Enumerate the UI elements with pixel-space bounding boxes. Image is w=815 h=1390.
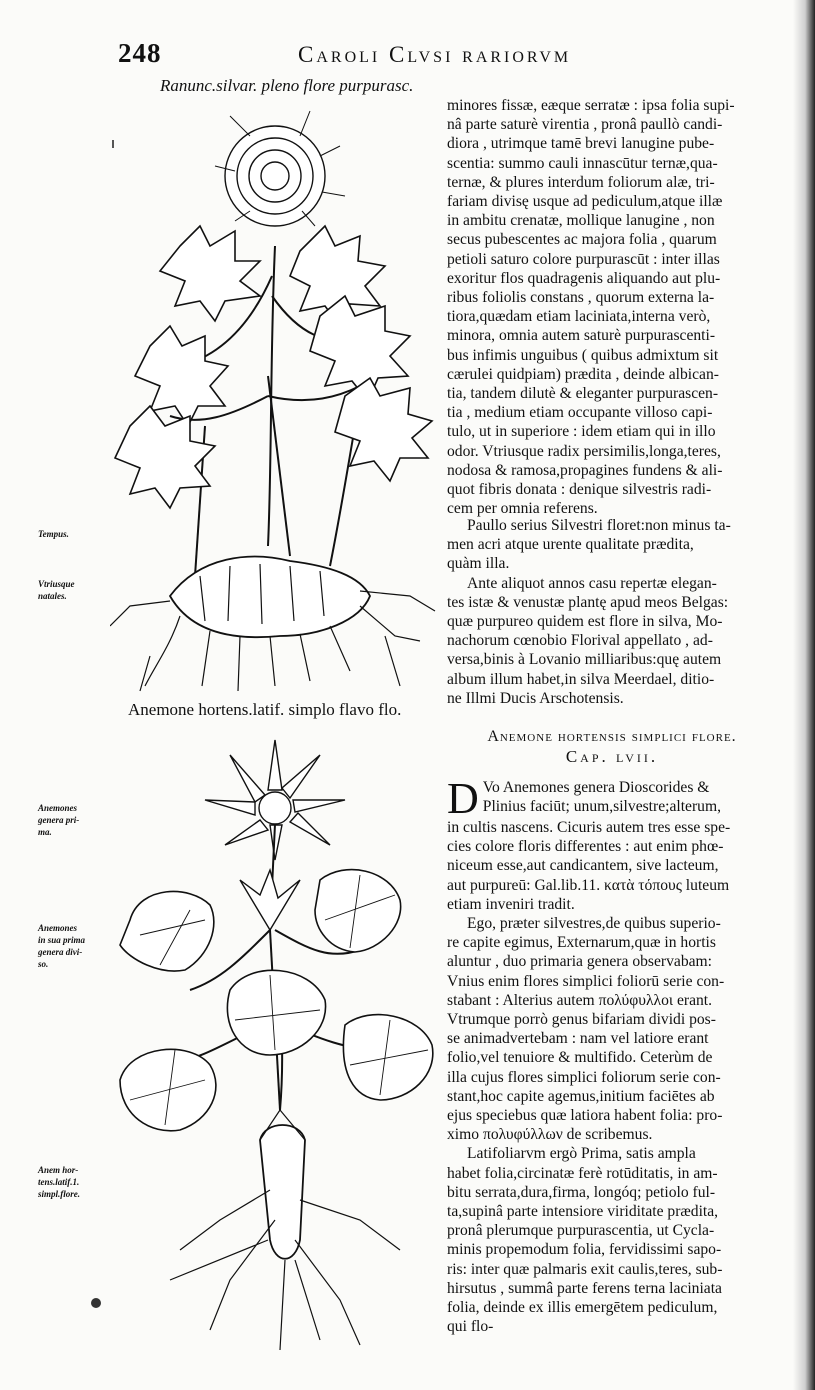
running-head: Caroli Clvsi rariorvm — [298, 42, 572, 67]
text-line: odor. Vtriusque radix persimilis,longa,teres, — [447, 442, 721, 460]
text-line: stabant : Alterius autem πολύφυλλοι erant. — [447, 991, 713, 1009]
margin-note-line: in sua prima — [38, 935, 86, 945]
text-line: illa cujus flores simplici foliorum serie con- — [447, 1068, 721, 1086]
text-line: aluntur , duo primaria genera observabam: — [447, 953, 712, 971]
text-column-paragraphs — [447, 516, 777, 708]
text-line: men acri atque urente qualitate prædita, — [447, 536, 694, 554]
text-line: qui flo- — [447, 1318, 494, 1336]
text-line: quàm illa. — [447, 555, 510, 573]
margin-note-anemones-genera — [38, 802, 108, 838]
page-number: 248 — [118, 38, 162, 68]
margin-note-line: tens.latif.1. — [38, 1177, 80, 1187]
text-line: etiam inveniri tradit. — [447, 895, 575, 913]
text-line: ejus speciebus quæ latiora habent folia: pro- — [447, 1107, 723, 1125]
margin-note-line: simpl.flore. — [38, 1189, 80, 1199]
text-line: minora, omnia autem saturè purpurascenti- — [447, 327, 716, 345]
text-line: cærulei quidpiam) prædita , deinde albican- — [447, 365, 719, 383]
text-line: scentia: summo cauli innascūtur ternæ,qua- — [447, 154, 718, 172]
text-line: ribus foliolis constans , quorum externa la- — [447, 289, 715, 307]
text-line: stant,hoc capite agemus,initium faciētes ab — [447, 1087, 715, 1105]
text-line: tia , medium etiam occupante villoso capi- — [447, 404, 713, 422]
text-line: Paullo serius Silvestri floret:non minus ta- — [467, 517, 731, 534]
page-header — [118, 38, 638, 68]
bottom-plant-caption: Anemone hortens.latif. simplo flavo flo. — [128, 700, 402, 719]
text-column-continuation — [447, 96, 777, 518]
margin-note-vtriusque — [38, 578, 108, 602]
text-line: diora , utrimque tamē brevi lanugine pube- — [447, 135, 715, 153]
margin-note-line: Anemones — [38, 923, 78, 933]
text-line: petioli saturo colore purpurascūt : inter illas — [447, 250, 720, 268]
margin-note-anemones-in-sua — [38, 922, 108, 970]
margin-note-line: Anemones — [38, 803, 78, 813]
text-line: ternæ, & plures interdum foliorum alæ, tri- — [447, 173, 715, 191]
margin-note-line: genera pri- — [38, 815, 80, 825]
text-line: tiora,quædam etiam laciniata,interna verò, — [447, 308, 711, 326]
margin-note-line: Anem hor- — [38, 1165, 79, 1175]
text-line: cem per omnia referens. — [447, 500, 598, 518]
text-line: folio,vel tenuiore & multifido. Ceterùm de — [447, 1049, 713, 1067]
chapter-number: Cap. lvii. — [565, 747, 659, 766]
text-line: se animadvertebam : nam vel latiore erant — [447, 1030, 709, 1048]
text-line: Ante aliquot annos casu repertæ elegan- — [467, 574, 717, 592]
text-line: fariam divisę usque ad pediculum,atque illæ — [447, 193, 723, 211]
text-line: quæ purpureo quidem est flore in silva, Mo- — [447, 613, 723, 631]
text-line: Vnius enim flores simplici foliorū serie con- — [447, 972, 725, 990]
margin-note-anem-hort — [38, 1164, 108, 1200]
text-line: niceum esse,aut candicantem, sive lacteum, — [447, 857, 719, 875]
margin-note-line: Tempus. — [38, 529, 69, 539]
text-line: pronâ plerumque purpurascentia, ut Cycla- — [447, 1222, 715, 1240]
text-line: bitu serrata,dura,firma, longóq; petiolo ful- — [447, 1183, 716, 1201]
text-line: tes istæ & venustæ plantę apud meos Belgas: — [447, 593, 729, 611]
text-line: aut purpureū: Gal.lib.11. κατὰ τόπους luteum — [447, 876, 730, 894]
text-line: Ego, præter silvestres,de quibus superio- — [467, 915, 721, 933]
text-line: minis propemodum folia, fervidissimi sapo- — [447, 1241, 722, 1259]
text-line: quot fibris donata : denique silvestris radi- — [447, 481, 712, 499]
double-flower-head — [225, 126, 325, 226]
tuberous-roots — [170, 557, 370, 638]
margin-note-line: so. — [38, 959, 49, 969]
text-line: bus infimis unguibus ( quibus admixtum sit — [447, 346, 719, 364]
text-line: folia, deinde ex illis emergētem pediculum, — [447, 1299, 718, 1317]
margin-note-line: natales. — [38, 591, 67, 601]
text-line: Latifoliarvm ergò Prima, satis ampla — [467, 1145, 696, 1163]
text-line: cies colore floris differentes : aut enim phœ- — [447, 838, 724, 856]
margin-note-line: ma. — [38, 827, 52, 837]
text-line: in ambitu crenatæ, mollique lanugine , non — [447, 212, 715, 230]
text-line: minores fissæ, eæque serratæ : ipsa folia supi- — [447, 97, 735, 114]
text-line: ris: inter quæ palmaris exit caulis,teres, sub- — [447, 1260, 723, 1278]
text-line: Plinius faciūt; unum,silvestre;alterum, — [482, 798, 721, 816]
text-line: nodosa & ramosa,propagines fundens & ali- — [447, 461, 723, 479]
text-line: tulo, ut in superiore : idem etiam qui in illo — [447, 423, 716, 441]
woodcut-ranunculus-illustration — [110, 96, 440, 696]
text-line: habet folia,circinatæ ferè rotūditatis, in am- — [447, 1164, 718, 1182]
text-line: ne Illmi Ducis Arschotensis. — [447, 689, 624, 707]
text-line: tia, tandem dilutè & eleganter purpurascen- — [447, 385, 719, 403]
ink-blot — [91, 1298, 101, 1308]
text-column-chapter-body — [447, 774, 777, 1336]
text-line: re capite egimus, Externarum,quæ in hortis — [447, 934, 716, 952]
text-line: in cultis nascens. Cicuris autem tres esse spe- — [447, 819, 731, 836]
text-line: nachorum cœnobio Florival appellato , ad- — [447, 632, 713, 650]
text-line: exoritur flos quadragenis aliquando aut plu- — [447, 269, 721, 287]
text-line: ximo πολυφύλλων de scribemus. — [447, 1126, 653, 1144]
text-line: hirsutus , summâ parte ferens terna laciniata — [447, 1279, 722, 1297]
text-line: ta,supinâ parte intensiore viriditate prædita, — [447, 1203, 719, 1221]
text-line: versa,binis à Lovanio milliaribus:quę autem — [447, 651, 722, 669]
margin-note-tempus — [38, 528, 108, 540]
book-spine-shadow — [793, 0, 815, 1390]
margin-note-line: Vtriusque — [38, 579, 75, 589]
chapter-heading — [447, 727, 777, 767]
text-line: nâ parte saturè virentia , pronâ paullò candi- — [447, 116, 723, 134]
text-line: Vtrumque porrò genus bifariam dividi pos- — [447, 1011, 716, 1029]
woodcut-anemone-illustration — [110, 720, 440, 1360]
chapter-title: Anemone hortensis simplici flore. — [487, 728, 737, 745]
margin-note-line: genera divi- — [38, 947, 83, 957]
top-plant-caption: Ranunc.silvar. pleno flore purpurasc. — [160, 76, 414, 95]
drop-cap: D — [447, 774, 479, 823]
text-line: Vo Anemones genera Dioscorides & — [482, 779, 710, 796]
text-line: secus pubescentes ac majora folia , quarum — [447, 231, 717, 249]
text-line: album illum habet,in silva Meerdael, ditio- — [447, 670, 715, 688]
